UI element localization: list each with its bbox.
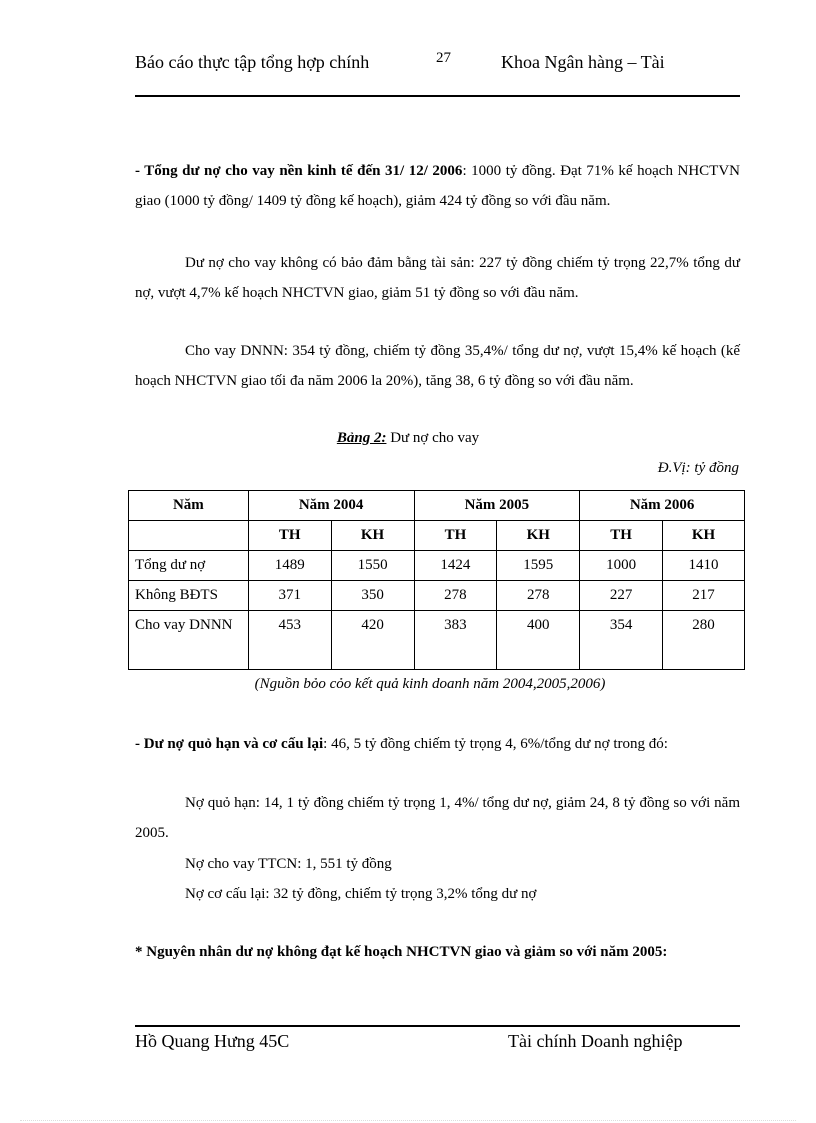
table-row <box>129 581 745 611</box>
subheader-kh: KH <box>331 521 414 551</box>
cell: 1489 <box>248 551 331 581</box>
cell: 1550 <box>331 551 414 581</box>
table-caption <box>0 430 816 447</box>
paragraph-total-loans-text: : 1000 tỷ đồng. Đạt 71% kế hoạch NHCTVN giao (1000 tỷ đồng/ 1409 tỷ đồng kế hoạch), giảm 424 tỷ đồng so với đầu năm. <box>135 163 740 209</box>
cell: 280 <box>663 611 745 670</box>
paragraph-causes: * Nguyên nhân dư nợ không đạt kế hoạch NHCTVN giao và giảm so với năm 2005: <box>135 944 668 960</box>
table-subheader-row <box>129 521 745 551</box>
cell: 350 <box>331 581 414 611</box>
table-unit: Đ.Vị: tỷ đồng <box>657 460 739 476</box>
paragraph-overdue-text: : 46, 5 tỷ đồng chiếm tỷ trọng 4, 6%/tổng dư nợ trong đó: <box>323 736 668 752</box>
cell: 278 <box>414 581 497 611</box>
footer-major: Tài chính Doanh nghiệp <box>508 1031 683 1051</box>
subheader-th: TH <box>414 521 497 551</box>
header-year: Năm <box>129 491 249 521</box>
page-bottom-dots <box>20 1120 796 1121</box>
table-caption-text: Dư nợ cho vay <box>386 430 480 446</box>
cell: 354 <box>580 611 663 670</box>
cell: 400 <box>497 611 580 670</box>
paragraph-soe: Cho vay DNNN: 354 tỷ đồng, chiếm tỷ đồng 35,4%/ tổng dư nợ, vượt 15,4% kế hoạch (kế hoạch NHCTVN giao tối đa năm 2006 la 20%), tăng 38, 6 tỷ đồng so với đầu năm. <box>135 343 740 389</box>
cell: 1424 <box>414 551 497 581</box>
header-department: Khoa Ngân hàng – Tài <box>501 52 665 72</box>
cell: 383 <box>414 611 497 670</box>
page-number: 27 <box>436 50 451 66</box>
table-row <box>129 611 745 670</box>
cell: 1595 <box>497 551 580 581</box>
paragraph-overdue-heading: - Dư nợ quỏ hạn và cơ cấu lại <box>135 736 324 752</box>
paragraph-overdue-debt: Nợ quỏ hạn: 14, 1 tỷ đồng chiếm tỷ trọng 1, 4%/ tổng dư nợ, giảm 24, 8 tỷ đồng so với năm 2005. <box>135 795 740 841</box>
header-year-2005: Năm 2005 <box>414 491 580 521</box>
header-year-2004: Năm 2004 <box>248 491 414 521</box>
cell: 227 <box>580 581 663 611</box>
subheader-th: TH <box>580 521 663 551</box>
paragraph-total-loans-heading: - Tổng dư nợ cho vay nền kinh tế đến 31/ 12/ 2006 <box>135 163 463 179</box>
paragraph-ttcn: Nợ cho vay TTCN: 1, 551 tỷ đồng <box>185 856 392 872</box>
paragraph-restructured: Nợ cơ cấu lại: 32 tỷ đồng, chiếm tỷ trọng 3,2% tổng dư nợ <box>185 886 537 902</box>
header-rule <box>135 95 740 97</box>
cell: 371 <box>248 581 331 611</box>
footer-author: Hồ Quang Hưng 45C <box>135 1031 290 1051</box>
table-header-row <box>129 491 745 521</box>
cell: 278 <box>497 581 580 611</box>
cell: 217 <box>663 581 745 611</box>
table-row <box>129 551 745 581</box>
cell: 453 <box>248 611 331 670</box>
subheader-th: TH <box>248 521 331 551</box>
subheader-kh: KH <box>497 521 580 551</box>
paragraph-total-loans <box>135 156 740 216</box>
row-label: Không BĐTS <box>129 581 249 611</box>
row-label: Cho vay DNNN <box>129 611 249 670</box>
paragraph-unsecured: Dư nợ cho vay không có bảo đảm bằng tài sản: 227 tỷ đồng chiếm tỷ trọng 22,7% tổng dư nợ, vượt 4,7% kế hoạch NHCTVN giao, giảm 51 tỷ đồng so với đầu năm. <box>135 255 740 301</box>
cell: 1410 <box>663 551 745 581</box>
cell: 420 <box>331 611 414 670</box>
row-label: Tổng dư nợ <box>129 551 249 581</box>
header-year-2006: Năm 2006 <box>580 491 745 521</box>
subheader-kh: KH <box>663 521 745 551</box>
paragraph-overdue <box>135 729 740 759</box>
footer-rule <box>135 1025 740 1027</box>
table-caption-label: Bảng 2: <box>336 430 387 446</box>
cell: 1000 <box>580 551 663 581</box>
header-title: Báo cáo thực tập tổng hợp chính <box>135 52 370 72</box>
subheader-empty <box>129 521 249 551</box>
table-source: (Nguồn bỏo cỏo kết quả kinh doanh năm 2004,2005,2006) <box>254 676 606 692</box>
loan-table <box>128 490 745 670</box>
